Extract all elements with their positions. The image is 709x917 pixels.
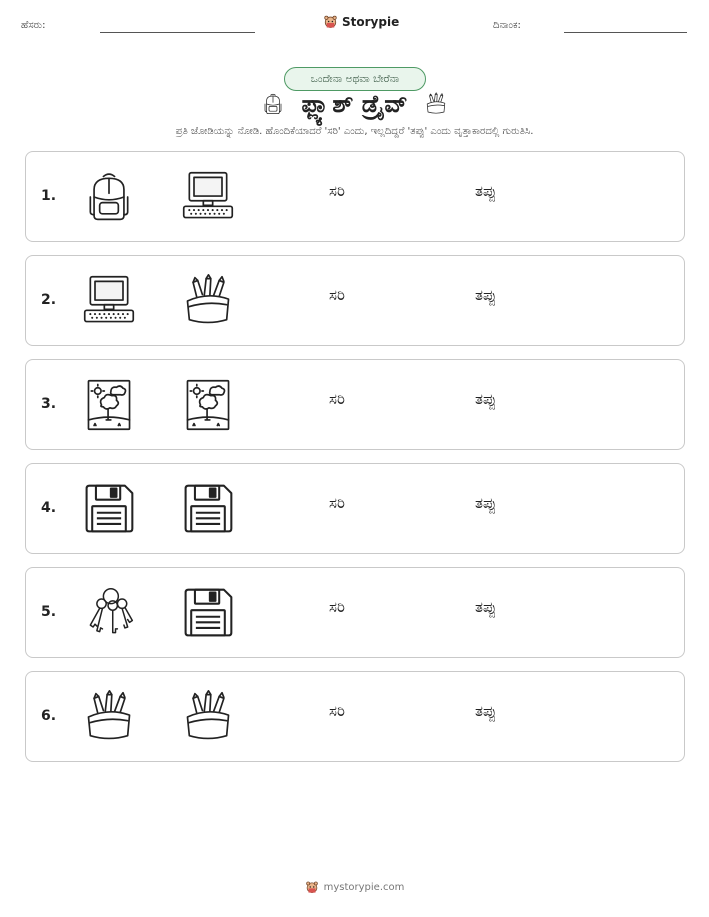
question-number: 5. <box>41 604 57 620</box>
date-line[interactable] <box>564 32 687 33</box>
picture-icon <box>81 377 137 433</box>
backpack-icon <box>261 92 285 116</box>
floppy-disk-icon <box>180 481 236 537</box>
answer-yes[interactable]: ಸರಿ <box>329 390 345 408</box>
question-number: 1. <box>41 188 57 204</box>
computer-icon <box>81 273 137 329</box>
page-title: ಫ್ಲ್ಯಾಶ್ ಡ್ರೈವ್ <box>301 90 408 118</box>
footer-url[interactable]: mystorypie.com <box>323 881 405 893</box>
question-row-5 <box>25 567 685 658</box>
backpack-icon <box>81 169 137 225</box>
title-row <box>0 90 709 118</box>
question-row-3 <box>25 359 685 450</box>
picture-icon <box>180 377 236 433</box>
answer-no[interactable]: ತಪ್ಪು <box>475 182 497 200</box>
answer-no[interactable]: ತಪ್ಪು <box>475 494 497 512</box>
question-number: 4. <box>41 500 57 516</box>
name-label: ಹೆಸರು: <box>21 20 46 31</box>
answer-no[interactable]: ತಪ್ಪು <box>475 702 497 720</box>
question-row-2 <box>25 255 685 346</box>
answer-no[interactable]: ತಪ್ಪು <box>475 598 497 616</box>
question-number: 3. <box>41 396 57 412</box>
storypie-logo-icon <box>323 14 338 29</box>
answer-yes[interactable]: ಸರಿ <box>329 702 345 720</box>
floppy-disk-icon <box>81 481 137 537</box>
name-line[interactable] <box>100 32 255 33</box>
pencil-case-icon <box>81 689 137 745</box>
question-row-6 <box>25 671 685 762</box>
date-label: ದಿನಾಂಕ: <box>493 20 521 31</box>
brand-name: Storypie <box>342 14 400 29</box>
pencil-case-icon <box>180 689 236 745</box>
instructions: ಪ್ರತಿ ಜೋಡಿಯನ್ನು ನೋಡಿ. ಹೊಂದಿಕೆಯಾದರೆ 'ಸರಿ' ಎಂದು, ಇಲ್ಲದಿದ್ದರೆ 'ತಪ್ಪು' ಎಂದು ವೃತ್ತಾಕಾರದಲ್ಲಿ ಗುರುತಿಸಿ. <box>175 126 534 137</box>
question-row-1 <box>25 151 685 242</box>
answer-yes[interactable]: ಸರಿ <box>329 182 345 200</box>
question-number: 2. <box>41 292 57 308</box>
floppy-disk-icon <box>180 585 236 641</box>
pencil-case-icon <box>180 273 236 329</box>
answer-yes[interactable]: ಸರಿ <box>329 598 345 616</box>
worksheet-type-badge: ಒಂದೇನಾ ಅಥವಾ ಬೇರೆನಾ <box>284 67 426 91</box>
answer-yes[interactable]: ಸರಿ <box>329 494 345 512</box>
question-number: 6. <box>41 708 57 724</box>
storypie-logo-icon <box>305 880 319 894</box>
brand-logo <box>323 14 399 29</box>
footer <box>0 880 709 894</box>
computer-icon <box>180 169 236 225</box>
answer-no[interactable]: ತಪ್ಪು <box>475 390 497 408</box>
answer-no[interactable]: ತಪ್ಪು <box>475 286 497 304</box>
keys-icon <box>81 585 137 641</box>
answer-yes[interactable]: ಸರಿ <box>329 286 345 304</box>
question-row-4 <box>25 463 685 554</box>
pencil-case-icon <box>424 92 448 116</box>
